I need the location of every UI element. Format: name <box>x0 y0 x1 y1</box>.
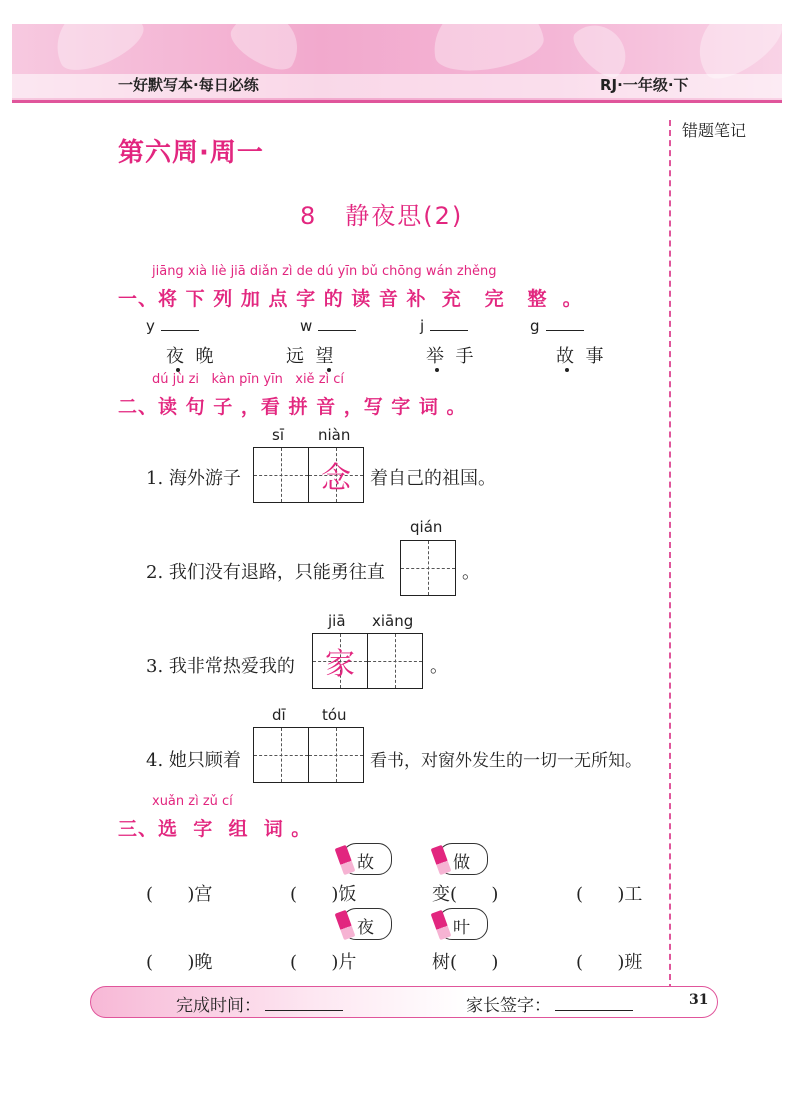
char-option-tag[interactable] <box>342 843 392 875</box>
q2-after: 。 <box>462 562 480 583</box>
emphasis-dot <box>435 368 439 372</box>
char-option-tag[interactable] <box>438 908 488 940</box>
answer-char: 家 <box>325 647 355 682</box>
answer-char <box>309 728 363 782</box>
header-right-text: RJ·一年级·下 <box>600 76 689 94</box>
pencil-icon <box>335 845 356 875</box>
word-blank[interactable]: ( )片 <box>290 952 357 973</box>
pinyin-answer-1 <box>146 316 199 335</box>
margin-divider <box>669 120 671 990</box>
section1-pinyin: jiāng xià liè jiā diǎn zì de dú yīn bǔ chōng wán zhěng <box>152 264 497 279</box>
word-2: 远 望 <box>286 346 334 367</box>
parent-signature <box>466 991 633 1016</box>
q1-pinyin-2: niàn <box>318 426 351 444</box>
answer-blank[interactable] <box>546 316 584 331</box>
q3-before: 3. 我非常热爱我的 <box>146 656 295 677</box>
section1-title: 一、将 下 列 加 点 字 的 读 音 补 充 完 整 。 <box>118 288 583 310</box>
week-title: 第六周·周一 <box>118 138 264 168</box>
section3-title: 三、选 字 组 词 。 <box>118 818 312 840</box>
word-blank[interactable]: ( )宫 <box>146 884 213 905</box>
answer-blank[interactable] <box>318 316 356 331</box>
option-char: 做 <box>453 853 470 873</box>
q1-before: 1. 海外游子 <box>146 468 241 489</box>
emphasis-dot <box>565 368 569 372</box>
petal-decoration <box>224 24 310 78</box>
header-left-text: 一好默写本·每日必练 <box>118 76 259 94</box>
word-blank[interactable]: 树( ) <box>432 952 499 973</box>
q1-after: 着自己的祖国。 <box>370 468 496 489</box>
writing-grid-box[interactable] <box>253 447 309 503</box>
writing-grid-box[interactable] <box>308 447 364 503</box>
writing-grid-box[interactable] <box>308 727 364 783</box>
lesson-title <box>300 196 463 231</box>
q4-after: 看书，对窗外发生的一切一无所知。 <box>370 751 642 771</box>
completion-time <box>176 991 343 1016</box>
word-3: 举 手 <box>426 346 474 367</box>
q3-after: 。 <box>430 656 448 677</box>
option-char: 夜 <box>357 918 374 938</box>
q4-pinyin-2: tóu <box>322 706 347 724</box>
initial-letter: w <box>300 317 313 335</box>
word-blank[interactable]: ( )班 <box>576 952 643 973</box>
section2-title: 二、读 句 子 ，看 拼 音 ，写 字 词 。 <box>118 396 467 418</box>
word-4: 故 事 <box>556 346 604 367</box>
petal-decoration <box>44 24 151 80</box>
option-char: 叶 <box>453 918 470 938</box>
page-number: 31 <box>689 992 709 1008</box>
answer-blank[interactable] <box>430 316 468 331</box>
completion-time-label: 完成时间： <box>176 996 261 1016</box>
char-option-tag[interactable] <box>438 843 488 875</box>
answer-char <box>254 728 308 782</box>
writing-grid-box[interactable] <box>367 633 423 689</box>
lesson-name: 静夜思(2) <box>345 202 464 230</box>
answer-char <box>368 634 422 688</box>
option-char: 故 <box>357 853 374 873</box>
word-blank[interactable]: 变( ) <box>432 884 499 905</box>
section3-pinyin: xuǎn zì zǔ cí <box>152 794 233 809</box>
word-blank[interactable]: ( )工 <box>576 884 643 905</box>
q3-pinyin-1: jiā <box>328 612 346 630</box>
pinyin-answer-2 <box>300 316 356 335</box>
writing-grid-box[interactable] <box>312 633 368 689</box>
error-notes-label: 错题笔记 <box>682 121 747 140</box>
completion-time-field[interactable] <box>265 996 343 1011</box>
pinyin-answer-3 <box>420 316 468 335</box>
parent-signature-label: 家长签字： <box>466 996 551 1016</box>
pencil-icon <box>335 910 356 940</box>
q2-pinyin-1: qián <box>410 518 443 536</box>
writing-grid-box[interactable] <box>400 540 456 596</box>
initial-letter: g <box>530 317 540 335</box>
char-option-tag[interactable] <box>342 908 392 940</box>
answer-char: 念 <box>321 461 351 496</box>
section2-pinyin: dú jù zi kàn pīn yīn xiě zì cí <box>152 372 345 387</box>
q4-pinyin-1: dī <box>272 706 286 724</box>
answer-char <box>401 541 455 595</box>
lesson-number: 8 <box>300 202 318 230</box>
word-blank[interactable]: ( )晚 <box>146 952 213 973</box>
answer-blank[interactable] <box>161 316 199 331</box>
answer-char <box>254 448 308 502</box>
q2-before: 2. 我们没有退路，只能勇往直 <box>146 562 385 583</box>
pinyin-answer-4 <box>530 316 584 335</box>
parent-signature-field[interactable] <box>555 996 633 1011</box>
word-1: 夜 晚 <box>166 346 214 367</box>
q3-pinyin-2: xiāng <box>372 612 414 630</box>
initial-letter: y <box>146 317 155 335</box>
pencil-icon <box>431 845 452 875</box>
q1-pinyin-1: sī <box>272 426 284 444</box>
initial-letter: j <box>420 317 425 335</box>
pencil-icon <box>431 910 452 940</box>
petal-decoration <box>427 24 547 78</box>
header-divider <box>12 100 782 103</box>
writing-grid-box[interactable] <box>253 727 309 783</box>
word-blank[interactable]: ( )饭 <box>290 884 357 905</box>
q4-before: 4. 她只顾着 <box>146 750 241 771</box>
